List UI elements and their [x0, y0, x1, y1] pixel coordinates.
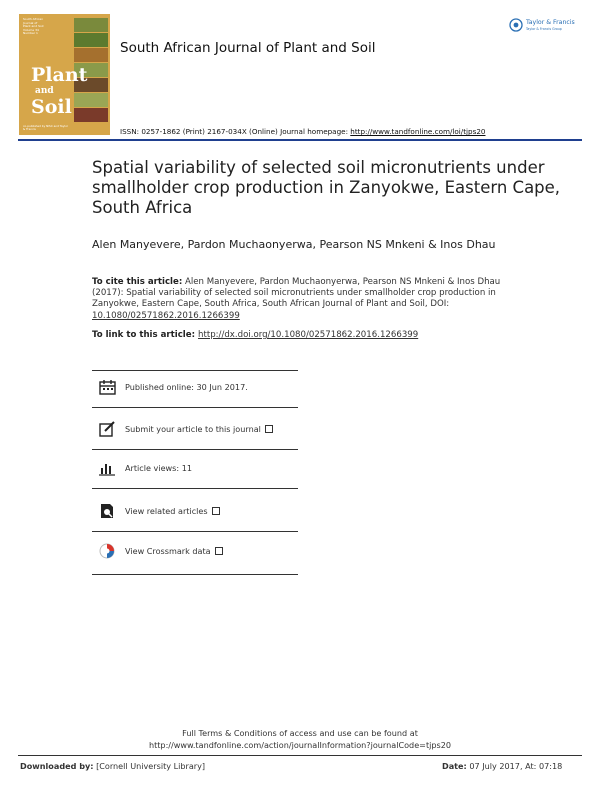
- download-date-value: 07 July 2017, At: 07:18: [466, 761, 563, 771]
- article-authors: Alen Manyevere, Pardon Muchaonyerwa, Pearson NS Mnkeni & Inos Dhau: [92, 238, 496, 251]
- published-date: Published online: 30 Jun 2017.: [125, 382, 248, 392]
- submit-article-link[interactable]: [99, 421, 273, 437]
- info-divider: [92, 488, 298, 489]
- article-doi-link[interactable]: http://dx.doi.org/10.1080/02571862.2016.1266399: [198, 330, 419, 340]
- cover-line: Volume 34: [23, 27, 39, 32]
- edit-icon: [99, 421, 116, 437]
- downloaded-by-value: [Cornell University Library]: [93, 761, 206, 771]
- publisher-logo-icon: [509, 18, 523, 32]
- related-articles-link[interactable]: [99, 503, 220, 519]
- citation-doi-link[interactable]: 10.1080/02571862.2016.1266399: [92, 310, 240, 321]
- info-divider: [92, 531, 298, 532]
- footer-divider: [18, 755, 582, 756]
- published-row: [99, 379, 248, 395]
- publisher-logo: [509, 14, 589, 38]
- cover-word-plant: Plant: [31, 64, 88, 86]
- download-date-label: Date:: [442, 761, 467, 771]
- article-link-label: To link to this article:: [92, 330, 196, 340]
- info-divider: [92, 449, 298, 450]
- info-divider: [92, 574, 298, 575]
- cover-line: Plant and Soil: [23, 24, 44, 29]
- terms-text: Full Terms & Conditions of access and use can be found at: [182, 728, 418, 738]
- external-link-icon: [265, 425, 273, 433]
- crossmark-label: View Crossmark data: [125, 546, 211, 556]
- download-date: [442, 761, 562, 771]
- cover-top-text: [23, 18, 63, 36]
- external-link-icon: [215, 547, 223, 555]
- cover-line: Number 1: [23, 31, 38, 36]
- external-link-icon: [212, 507, 220, 515]
- journal-homepage-link[interactable]: http://www.tandfonline.com/loi/tjps20: [350, 127, 486, 136]
- crossmark-link[interactable]: [99, 543, 223, 559]
- cover-bottom-text: co-published by NISC and Taylor & Francis: [23, 123, 69, 131]
- publisher-logo-subtext: Taylor & Francis Group: [526, 27, 562, 31]
- related-articles-icon: [99, 503, 116, 519]
- downloaded-by-label: Downloaded by:: [20, 761, 94, 771]
- info-divider: [92, 407, 298, 408]
- crossmark-icon: [99, 543, 116, 559]
- publisher-logo-text: Taylor & Francis: [526, 19, 575, 26]
- related-articles-label: View related articles: [125, 506, 208, 516]
- issn-text: ISSN: 0257-1862 (Print) 2167-034X (Online) Journal homepage:: [120, 127, 351, 136]
- terms-link[interactable]: http://www.tandfonline.com/action/journalInformation?journalCode=tjps20: [148, 740, 452, 750]
- header-divider: [18, 139, 582, 141]
- journal-title: South African Journal of Plant and Soil: [120, 40, 376, 56]
- citation-block: [92, 277, 512, 322]
- citation-text: Alen Manyevere, Pardon Muchaonyerwa, Pearson NS Mnkeni & Inos Dhau (2017): Spatial variability of selected soil micronutrients under smallholder crop production in Zanyokwe, Eastern Cape, South Africa, South African Journal of Plant and Soil, DOI:: [92, 277, 501, 310]
- article-link-block: [92, 330, 418, 340]
- cover-line: Journal of: [23, 20, 38, 25]
- citation-label: To cite this article:: [92, 277, 183, 287]
- downloaded-by: [20, 761, 205, 771]
- article-views: Article views: 11: [125, 463, 192, 473]
- issn-line: [120, 127, 486, 136]
- calendar-icon: [99, 379, 116, 395]
- journal-cover: [19, 14, 110, 135]
- bar-chart-icon: [99, 460, 116, 476]
- info-divider: [92, 370, 298, 371]
- article-views-row: [99, 460, 192, 476]
- cover-line: South African: [23, 17, 44, 21]
- submit-article-label: Submit your article to this journal: [125, 424, 261, 434]
- cover-word-soil: Soil: [31, 96, 72, 118]
- article-title: Spatial variability of selected soil micronutrients under smallholder crop production in Zanyokwe, Eastern Cape, South Africa: [92, 158, 561, 217]
- cover-word-and: and: [35, 86, 54, 96]
